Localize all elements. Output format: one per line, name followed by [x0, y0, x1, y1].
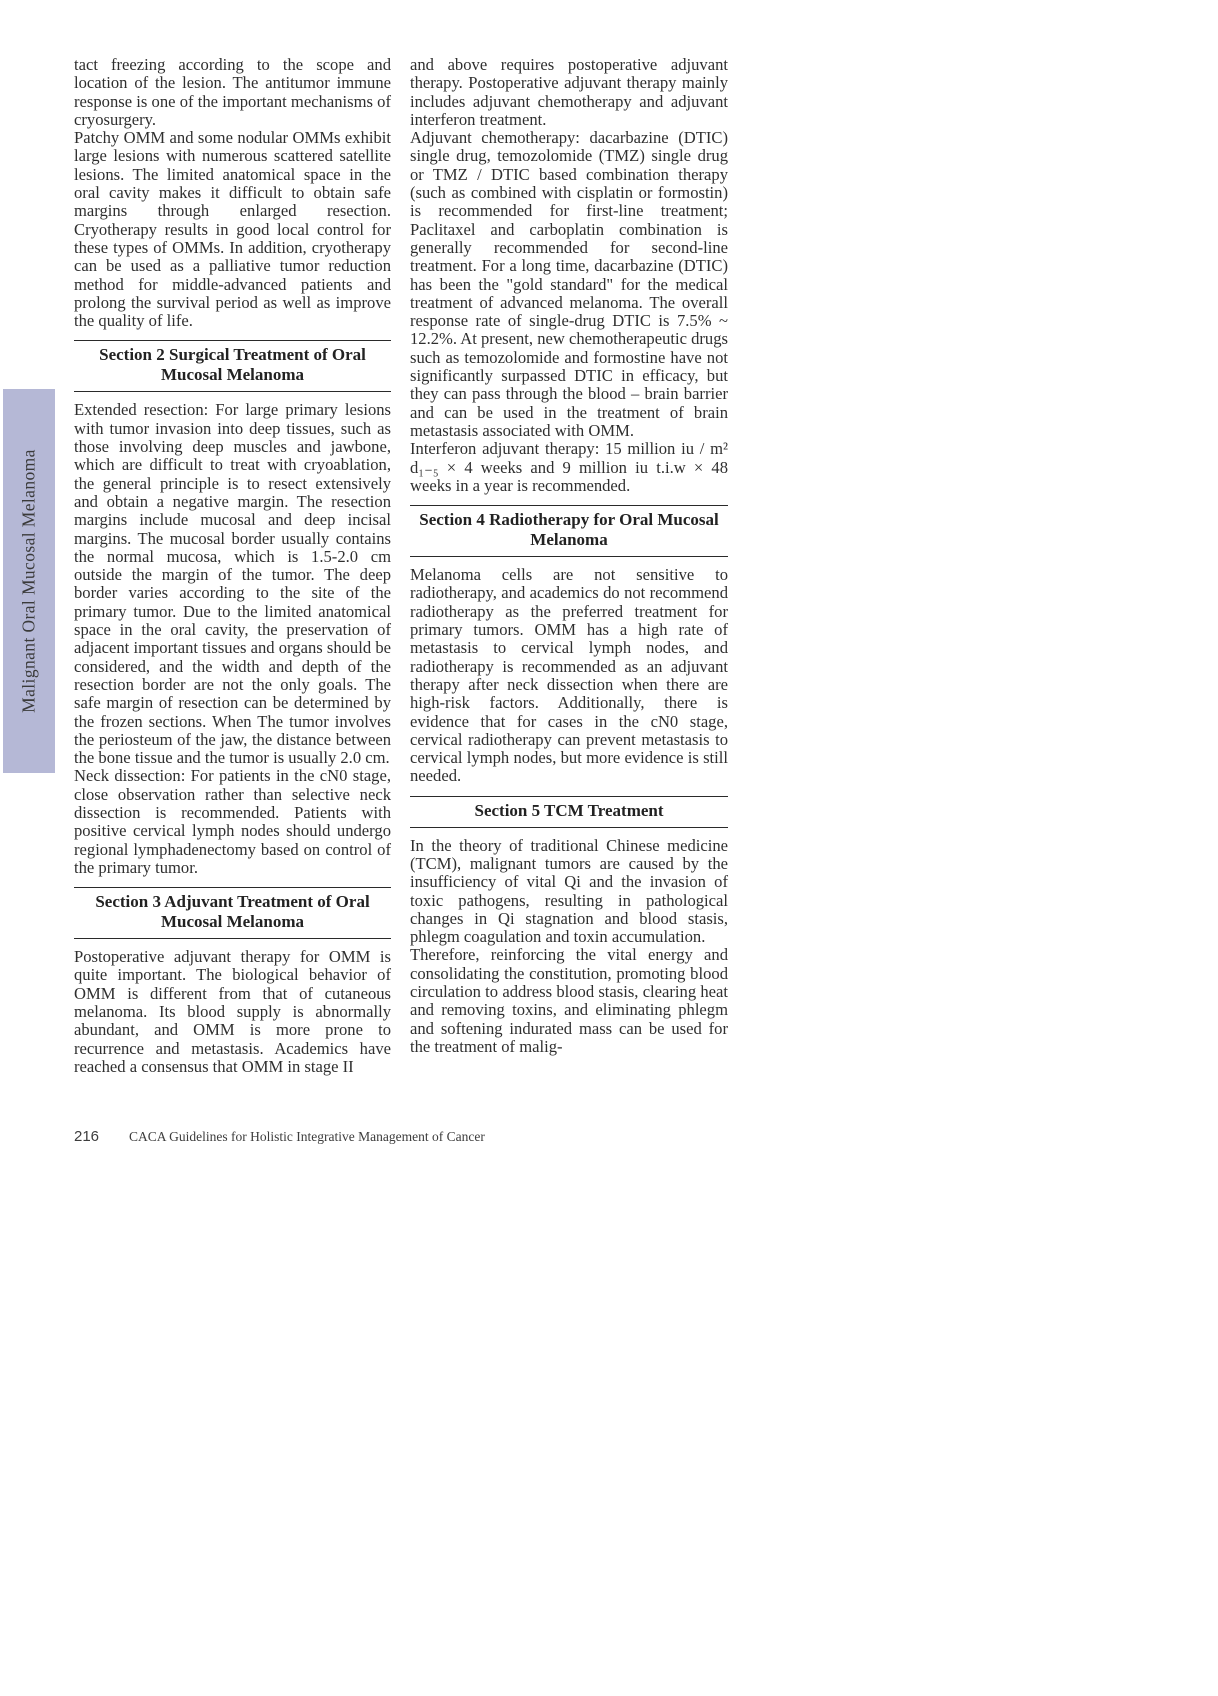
body-paragraph: Postoperative adjuvant therapy for OMM is quite important. The biological behavior of OMM is different from that of cutaneous melanoma. Its blood supply is abnormally abundant, and OMM is more prone to recurrence and metastasis. Academics have reached a consensus that OMM in stage II: [74, 947, 391, 1076]
body-paragraph: Melanoma cells are not sensitive to radiotherapy, and academics do not recommend radiotherapy as the preferred treatment for primary tumors. OMM has a high rate of metastasis to cervical lymph nodes, and radiotherapy is recommended as an adjuvant therapy after neck dissection when there are high-risk factors. Additionally, there is evidence that for cases in the cN0 stage, cervical radiotherapy can prevent metastasis to cervical lymph nodes, but more evidence is still needed.: [410, 565, 728, 786]
section-heading: Section 2 Surgical Treatment of Oral Mucosal Melanoma: [74, 340, 391, 392]
text-column-left: [74, 56, 391, 1076]
section-heading: Section 3 Adjuvant Treatment of Oral Mucosal Melanoma: [74, 887, 391, 939]
body-paragraph: In the theory of traditional Chinese medicine (TCM), malignant tumors are caused by the insufficiency of vital Qi and the invasion of toxic pathogens, resulting in pathological changes in Qi stagnation and blood stasis, phlegm coagulation and toxin accumulation.: [410, 835, 728, 947]
body-paragraph: Interferon adjuvant therapy: 15 million iu / m² d₁₋₅ × 4 weeks and 9 million iu t.i.w × 48 weeks in a year is recommended.: [410, 439, 728, 495]
chapter-title-vertical: Malignant Oral Mucosal Melanoma: [18, 449, 39, 713]
body-paragraph: and above requires postoperative adjuvant therapy. Postoperative adjuvant therapy mainly includes adjuvant chemotherapy and adjuvant interferon treatment.: [410, 55, 728, 129]
section-heading: Section 5 TCM Treatment: [410, 796, 728, 828]
body-paragraph: Therefore, reinforcing the vital energy and consolidating the constitution, promoting blood circulation to address blood stasis, clearing heat and removing toxins, and eliminating phlegm and softening indurated mass can be used for the treatment of malig-: [410, 945, 728, 1056]
chapter-tab-band: [3, 389, 55, 773]
page-footer: [74, 1128, 485, 1145]
body-paragraph: Extended resection: For large primary lesions with tumor invasion into deep tissues, such as those involving deep muscles and jawbone, which are difficult to treat with cryoablation, the general principle is to resect extensively and obtain a negative margin. The resection margins include mucosal and deep incisal margins. The mucosal border usually contains the normal mucosa, which is 1.5-2.0 cm outside the margin of the tumor. The deep border varies according to the site of the primary tumor. Due to the limited anatomical space in the oral cavity, the preservation of adjacent important tissues and organs should be considered, and the width and depth of the resection border are not the only goals. The safe margin of resection can be determined by the frozen sections. When The tumor involves the periosteum of the jaw, the distance between the bone tissue and the tumor is usually 2.0 cm.: [74, 400, 391, 768]
body-paragraph: Adjuvant chemotherapy: dacarbazine (DTIC) single drug, temozolomide (TMZ) single drug or TMZ / DTIC based combination therapy (such as combined with cisplatin or formostin) is recommended for first-line treatment; Paclitaxel and carboplatin combination is generally recommended for second-line treatment. For a long time, dacarbazine (DTIC) has been the "gold standard" for the medical treatment of advanced melanoma. The overall response rate of single-drug DTIC is 7.5% ~ 12.2%. At present, new chemotherapeutic drugs such as temozolomide and formostine have not significantly surpassed DTIC in efficacy, but they can pass through the blood – brain barrier and can be used in the treatment of brain metastasis associated with OMM.: [410, 128, 728, 440]
page-number: 216: [74, 1128, 100, 1145]
body-paragraph: Patchy OMM and some nodular OMMs exhibit large lesions with numerous scattered satellite lesions. The limited anatomical space in the oral cavity makes it difficult to obtain safe margins through enlarged resection. Cryotherapy results in good local control for these types of OMMs. In addition, cryotherapy can be used as a palliative tumor reduction method for middle-advanced patients and prolong the survival period as well as improve the quality of life.: [74, 128, 391, 331]
section-heading: Section 4 Radiotherapy for Oral Mucosal Melanoma: [410, 505, 728, 557]
text-column-right: [410, 56, 728, 1056]
running-footer-title: CACA Guidelines for Holistic Integrative Management of Cancer: [129, 1129, 485, 1144]
body-paragraph: Neck dissection: For patients in the cN0 stage, close observation rather than selective neck dissection is recommended. Patients with positive cervical lymph nodes should undergo regional lymphadenectomy based on control of the primary tumor.: [74, 766, 391, 877]
body-paragraph: tact freezing according to the scope and location of the lesion. The antitumor immune response is one of the important mechanisms of cryosurgery.: [74, 55, 391, 129]
